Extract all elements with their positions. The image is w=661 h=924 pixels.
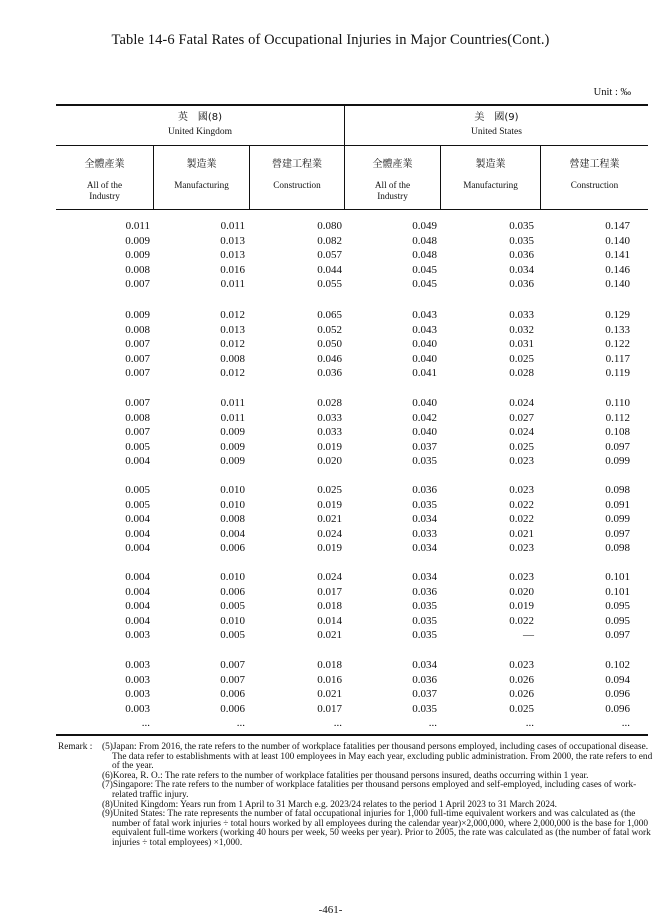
rule-top bbox=[56, 104, 648, 106]
table-cell: — bbox=[523, 629, 534, 642]
table-cell: 0.004 bbox=[125, 527, 150, 540]
table-cell: 0.011 bbox=[220, 220, 245, 232]
table-cell: 0.008 bbox=[125, 263, 150, 276]
table-cell: 0.003 bbox=[125, 659, 150, 671]
table-cell: 0.036 bbox=[509, 278, 534, 291]
table-cell: 0.020 bbox=[509, 585, 534, 598]
colhead-uk-mfg: 製造業 Manufacturing bbox=[174, 159, 229, 190]
table-cell: 0.033 bbox=[509, 309, 534, 321]
table-cell: 0.011 bbox=[220, 278, 245, 291]
table-cell: 0.009 bbox=[125, 234, 150, 247]
table-cell: 0.003 bbox=[125, 688, 150, 701]
table-cell: 0.026 bbox=[509, 673, 534, 686]
table-cell: 0.007 bbox=[125, 278, 150, 291]
table-cell: 0.019 bbox=[317, 498, 342, 511]
table-cell: 0.003 bbox=[125, 629, 150, 642]
table-cell: 0.020 bbox=[317, 455, 342, 468]
table-cell: 0.048 bbox=[412, 234, 437, 247]
table-cell: 0.004 bbox=[125, 455, 150, 468]
table-cell: 0.011 bbox=[220, 397, 245, 409]
colhead-us-mfg: 製造業 Manufacturing bbox=[463, 159, 518, 190]
table-cell: 0.082 bbox=[317, 234, 342, 247]
table-cell: 0.034 bbox=[412, 542, 437, 555]
table-cell: 0.025 bbox=[509, 702, 534, 715]
table-cell: 0.108 bbox=[605, 426, 630, 439]
table-cell: 0.003 bbox=[125, 673, 150, 686]
table-cell: 0.007 bbox=[220, 659, 245, 671]
country-zh: 英 國(8) bbox=[177, 112, 223, 123]
table-cell: 0.004 bbox=[220, 527, 245, 540]
table-cell: 0.006 bbox=[220, 542, 245, 555]
table-cell: ... bbox=[428, 717, 437, 730]
remark-item: (5)Japan: From 2016, the rate refers to the number of workplace fatalities per thousand persons employed, including cases of occupational disease. The data refer to establishments with at least 100 employees in May each year, excluding public administration. From 2000, the rate refers to end of the year. bbox=[102, 742, 653, 772]
colhead-us-all: 全體產業 All of the Industry bbox=[372, 159, 413, 201]
table-cell: 0.007 bbox=[125, 338, 150, 351]
table-cell: 0.035 bbox=[412, 614, 437, 627]
table-cell: 0.044 bbox=[317, 263, 342, 276]
table-cell: 0.021 bbox=[509, 527, 534, 540]
table-cell: 0.036 bbox=[317, 367, 342, 380]
table-cell: 0.080 bbox=[317, 220, 342, 232]
remark-item: (6)Korea, R. O.: The rate refers to the number of workplace fatalities per thousand persons insured, deaths occurring within 1 year. bbox=[102, 770, 589, 781]
table-cell: 0.008 bbox=[220, 352, 245, 365]
table-cell: 0.004 bbox=[125, 571, 150, 583]
table-cell: 0.035 bbox=[412, 498, 437, 511]
table-cell: 0.037 bbox=[412, 688, 437, 701]
table-cell: 0.040 bbox=[412, 338, 437, 351]
table-cell: 0.013 bbox=[220, 234, 245, 247]
table-cell: 0.045 bbox=[412, 263, 437, 276]
table-cell: 0.036 bbox=[412, 585, 437, 598]
table-cell: 0.008 bbox=[220, 513, 245, 526]
table-cell: 0.018 bbox=[317, 659, 342, 671]
table-cell: 0.099 bbox=[605, 455, 630, 468]
table-cell: 0.026 bbox=[509, 688, 534, 701]
table-cell: 0.033 bbox=[317, 411, 342, 424]
table-cell: 0.004 bbox=[125, 614, 150, 627]
table-cell: 0.034 bbox=[509, 263, 534, 276]
table-cell: 0.117 bbox=[605, 352, 630, 365]
table-cell: 0.096 bbox=[605, 688, 630, 701]
table-cell: 0.013 bbox=[220, 249, 245, 262]
table-cell: 0.140 bbox=[605, 278, 630, 291]
table-cell: 0.025 bbox=[509, 352, 534, 365]
table-cell: 0.009 bbox=[125, 249, 150, 262]
table-cell: 0.007 bbox=[125, 397, 150, 409]
table-cell: 0.010 bbox=[220, 498, 245, 511]
table-cell: 0.006 bbox=[220, 688, 245, 701]
table-cell: 0.005 bbox=[125, 498, 150, 511]
table-cell: 0.028 bbox=[317, 397, 342, 409]
table-cell: 0.017 bbox=[317, 585, 342, 598]
table-cell: 0.012 bbox=[220, 338, 245, 351]
table-cell: 0.004 bbox=[125, 600, 150, 613]
table-cell: 0.006 bbox=[220, 585, 245, 598]
table-cell: 0.024 bbox=[509, 397, 534, 409]
table-cell: 0.021 bbox=[317, 513, 342, 526]
table-cell: 0.024 bbox=[317, 527, 342, 540]
table-cell: 0.101 bbox=[605, 571, 630, 583]
table-cell: 0.035 bbox=[509, 234, 534, 247]
country-en: United Kingdom bbox=[167, 127, 233, 137]
table-cell: ... bbox=[236, 717, 245, 730]
table-cell: 0.036 bbox=[509, 249, 534, 262]
table-title: Table 14-6 Fatal Rates of Occupational Injuries in Major Countries(Cont.) bbox=[111, 32, 550, 48]
table-cell: 0.147 bbox=[605, 220, 630, 232]
table-cell: 0.065 bbox=[317, 309, 342, 321]
table-cell: 0.024 bbox=[509, 426, 534, 439]
table-cell: 0.033 bbox=[412, 527, 437, 540]
table-cell: 0.034 bbox=[412, 571, 437, 583]
table-cell: 0.012 bbox=[220, 309, 245, 321]
table-cell: 0.048 bbox=[412, 249, 437, 262]
table-cell: ... bbox=[621, 717, 630, 730]
table-cell: 0.019 bbox=[317, 440, 342, 453]
table-cell: 0.043 bbox=[412, 309, 437, 321]
table-cell: 0.040 bbox=[412, 426, 437, 439]
table-cell: 0.133 bbox=[605, 323, 630, 336]
country-en: United States bbox=[471, 127, 522, 137]
rule-table-bottom bbox=[56, 734, 648, 736]
table-cell: 0.035 bbox=[412, 702, 437, 715]
table-cell: 0.102 bbox=[605, 659, 630, 671]
table-cell: 0.112 bbox=[605, 411, 630, 424]
table-cell: 0.016 bbox=[220, 263, 245, 276]
country-header-us bbox=[345, 111, 648, 139]
table-cell: 0.036 bbox=[412, 484, 437, 496]
table-cell: 0.095 bbox=[605, 600, 630, 613]
table-cell: 0.091 bbox=[605, 498, 630, 511]
table-cell: 0.034 bbox=[412, 659, 437, 671]
rule-header-bottom bbox=[56, 209, 648, 210]
table-cell: 0.041 bbox=[412, 367, 437, 380]
table-cell: 0.023 bbox=[509, 455, 534, 468]
table-cell: 0.007 bbox=[125, 426, 150, 439]
table-cell: 0.094 bbox=[605, 673, 630, 686]
table-cell: 0.019 bbox=[509, 600, 534, 613]
colhead-us-con: 營建工程業 Construction bbox=[569, 159, 620, 190]
table-cell: 0.101 bbox=[605, 585, 630, 598]
remarks-label: Remark : bbox=[58, 742, 93, 752]
table-cell: 0.033 bbox=[317, 426, 342, 439]
table-cell: 0.009 bbox=[125, 309, 150, 321]
table-cell: 0.005 bbox=[125, 440, 150, 453]
table-cell: 0.023 bbox=[509, 484, 534, 496]
table-cell: 0.018 bbox=[317, 600, 342, 613]
table-cell: 0.007 bbox=[220, 673, 245, 686]
page-number: -461- bbox=[318, 904, 343, 916]
table-cell: 0.035 bbox=[412, 600, 437, 613]
table-cell: 0.119 bbox=[605, 367, 630, 380]
table-cell: 0.005 bbox=[125, 484, 150, 496]
table-cell: 0.050 bbox=[317, 338, 342, 351]
table-cell: 0.040 bbox=[412, 397, 437, 409]
table-cell: 0.005 bbox=[220, 629, 245, 642]
table-cell: 0.009 bbox=[220, 426, 245, 439]
table-cell: 0.011 bbox=[125, 220, 150, 232]
table-cell: 0.032 bbox=[509, 323, 534, 336]
table-cell: 0.004 bbox=[125, 513, 150, 526]
table-cell: 0.010 bbox=[220, 484, 245, 496]
table-cell: 0.007 bbox=[125, 352, 150, 365]
table-cell: 0.025 bbox=[317, 484, 342, 496]
table-cell: 0.035 bbox=[412, 629, 437, 642]
table-cell: 0.031 bbox=[509, 338, 534, 351]
table-cell: 0.023 bbox=[509, 659, 534, 671]
table-cell: 0.013 bbox=[220, 323, 245, 336]
table-cell: 0.110 bbox=[605, 397, 630, 409]
table-cell: 0.141 bbox=[605, 249, 630, 262]
table-cell: ... bbox=[141, 717, 150, 730]
table-cell: 0.036 bbox=[412, 673, 437, 686]
table-cell: 0.025 bbox=[509, 440, 534, 453]
table-cell: 0.095 bbox=[605, 614, 630, 627]
table-cell: 0.129 bbox=[605, 309, 630, 321]
table-cell: 0.003 bbox=[125, 702, 150, 715]
table-cell: ... bbox=[333, 717, 342, 730]
table-cell: 0.022 bbox=[509, 513, 534, 526]
table-cell: ... bbox=[525, 717, 534, 730]
remark-item: (7)Singapore: The rate refers to the number of workplace fatalities per thousand persons employed and self-employed, including cases of work-related traffic injury. bbox=[102, 780, 637, 800]
table-cell: 0.024 bbox=[317, 571, 342, 583]
table-cell: 0.035 bbox=[412, 455, 437, 468]
table-cell: 0.027 bbox=[509, 411, 534, 424]
table-cell: 0.055 bbox=[317, 278, 342, 291]
table-cell: 0.008 bbox=[125, 323, 150, 336]
table-cell: 0.146 bbox=[605, 263, 630, 276]
table-cell: 0.005 bbox=[220, 600, 245, 613]
table-cell: 0.007 bbox=[125, 367, 150, 380]
colhead-uk-con: 營建工程業 Construction bbox=[272, 159, 322, 190]
table-cell: 0.057 bbox=[317, 249, 342, 262]
table-cell: 0.046 bbox=[317, 352, 342, 365]
table-cell: 0.004 bbox=[125, 542, 150, 555]
table-cell: 0.040 bbox=[412, 352, 437, 365]
table-cell: 0.140 bbox=[605, 234, 630, 247]
table-cell: 0.022 bbox=[509, 614, 534, 627]
table-cell: 0.021 bbox=[317, 629, 342, 642]
table-cell: 0.011 bbox=[220, 411, 245, 424]
table-cell: 0.097 bbox=[605, 629, 630, 642]
table-cell: 0.014 bbox=[317, 614, 342, 627]
table-cell: 0.043 bbox=[412, 323, 437, 336]
table-cell: 0.099 bbox=[605, 513, 630, 526]
table-cell: 0.098 bbox=[605, 542, 630, 555]
table-cell: 0.097 bbox=[605, 527, 630, 540]
table-cell: 0.010 bbox=[220, 571, 245, 583]
table-cell: 0.017 bbox=[317, 702, 342, 715]
table-cell: 0.008 bbox=[125, 411, 150, 424]
table-cell: 0.009 bbox=[220, 455, 245, 468]
table-cell: 0.010 bbox=[220, 614, 245, 627]
table-cell: 0.023 bbox=[509, 571, 534, 583]
table-cell: 0.096 bbox=[605, 702, 630, 715]
table-cell: 0.097 bbox=[605, 440, 630, 453]
table-cell: 0.006 bbox=[220, 702, 245, 715]
remark-item: (9)United States: The rate represents the number of fatal occupational injuries for 1,000 full-time equivalent workers and was calculated as (the number of fatal work injuries ÷ total hours worked by all employees during the calendar year)×2,000,000, where 2,000,000 is the base for 1,000 equivalent full-time workers (working 40 hours per week, 50 weeks per year). Prior to 2005, the rate was calculated as (the number of fatal work injuries ÷ total employees) ×1,000. bbox=[102, 809, 651, 848]
table-cell: 0.122 bbox=[605, 338, 630, 351]
table-cell: 0.037 bbox=[412, 440, 437, 453]
table-cell: 0.009 bbox=[220, 440, 245, 453]
table-cell: 0.049 bbox=[412, 220, 437, 232]
table-cell: 0.045 bbox=[412, 278, 437, 291]
colhead-uk-all: 全體產業 All of the Industry bbox=[84, 159, 125, 201]
table-cell: 0.034 bbox=[412, 513, 437, 526]
table-cell: 0.022 bbox=[509, 498, 534, 511]
unit-label: Unit : ‰ bbox=[593, 87, 631, 98]
table-cell: 0.023 bbox=[509, 542, 534, 555]
country-header-uk bbox=[56, 111, 344, 139]
table-cell: 0.028 bbox=[509, 367, 534, 380]
table-cell: 0.021 bbox=[317, 688, 342, 701]
country-zh: 美 國(9) bbox=[474, 112, 519, 123]
table-cell: 0.035 bbox=[509, 220, 534, 232]
table-cell: 0.042 bbox=[412, 411, 437, 424]
rule-country bbox=[56, 145, 648, 146]
table-cell: 0.004 bbox=[125, 585, 150, 598]
table-cell: 0.052 bbox=[317, 323, 342, 336]
remark-item: (8)United Kingdom: Years run from 1 April to 31 March e.g. 2023/24 relates to the period 1 April 2023 to 31 March 2024. bbox=[102, 799, 557, 810]
table-cell: 0.019 bbox=[317, 542, 342, 555]
table-cell: 0.098 bbox=[605, 484, 630, 496]
table-cell: 0.016 bbox=[317, 673, 342, 686]
table-cell: 0.012 bbox=[220, 367, 245, 380]
